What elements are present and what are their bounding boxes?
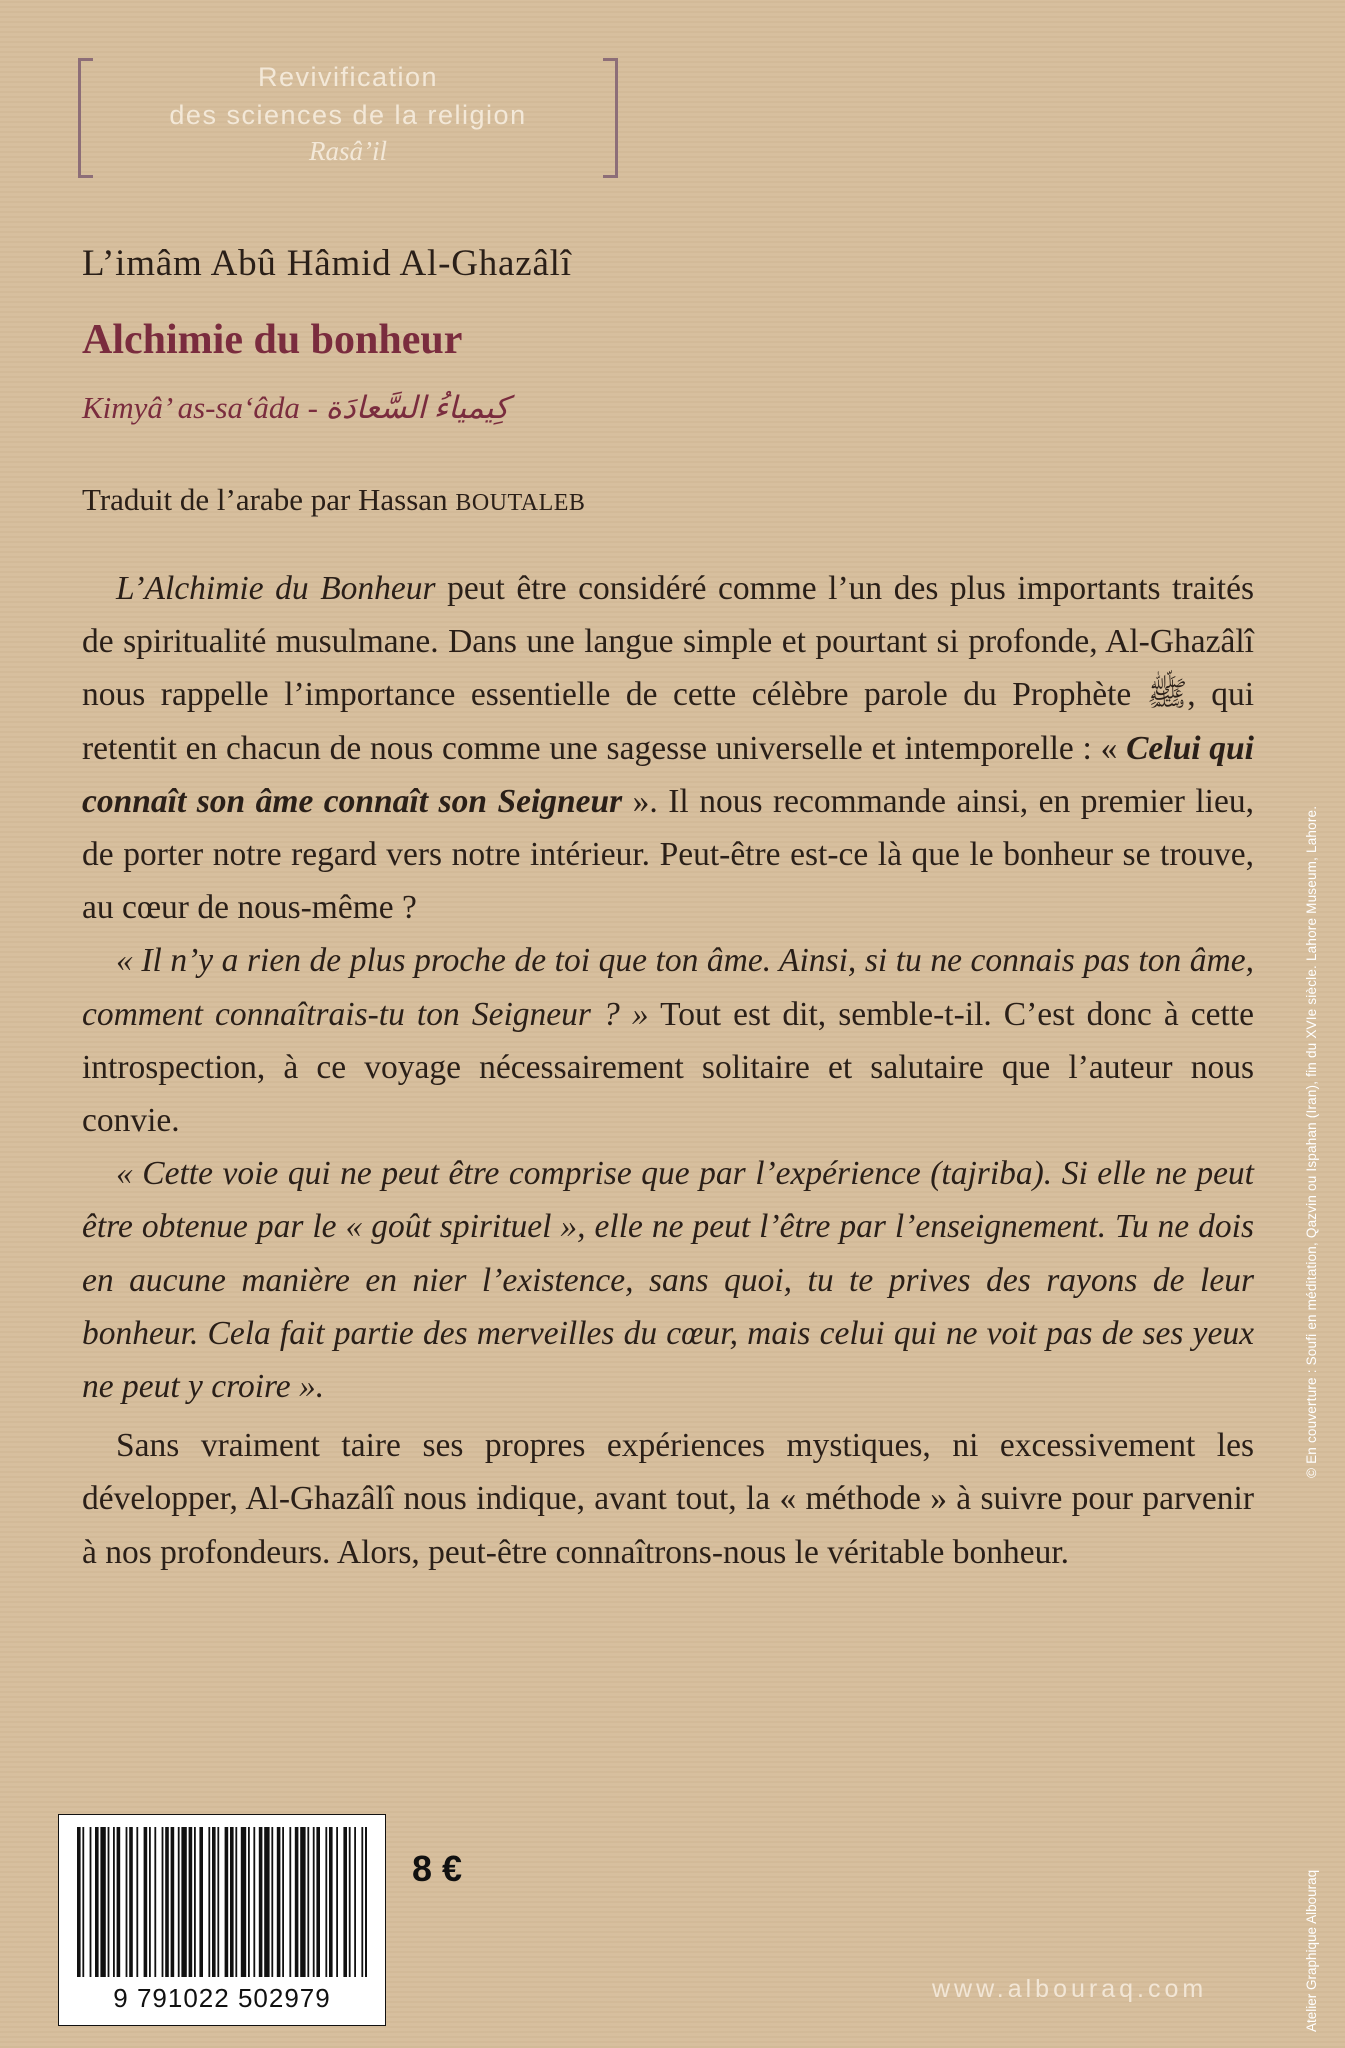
barcode-bar [259,1827,263,1977]
barcode-bar [329,1827,333,1977]
paragraph-3: « Cette voie qui ne peut être comprise que par l’expérience (tajriba). Si elle ne peut être obtenue par le « goût spirituel », elle ne peut l’être par l’enseignement. Tu ne dois en aucune manière en nier l’existence, sans quoi, tu te prives des rayons de leur bonheur. Cela fait partie des merveilles du cœur, mais celui qui ne voit pas de ses yeux ne peut y croire ». [82,1155,1254,1406]
key-quote: Celui qui connaît son âme connaît son Seigneur [82,729,1254,820]
paragraph-2 [82,934,1254,1147]
barcode-bar [277,1827,281,1977]
barcode-bar [235,1827,237,1977]
barcode-bar [162,1827,164,1977]
barcode-bar [264,1827,269,1977]
barcode-bar [225,1827,229,1977]
paragraph-2-quote: « Il n’y a rien de plus proche de toi que ton âme. Ainsi, si tu ne connais pas ton âme, comment connaîtrais-tu ton Seigneur ? » [82,942,1254,1033]
barcode-bar [336,1827,338,1977]
translator-surname: BOUTALEB [455,490,586,516]
book-subtitle: Kimyâ’ as-sa‘âda - كِيمياءُ السَّعادَة [82,390,509,425]
cover-credit: © En couverture : Soufi en méditation, Qazvin ou Ispahan (Iran), fin du XVIe siècle. Lahore Museum, Lahore. [1304,805,1319,1478]
barcode-bar [181,1827,186,1977]
paragraph-1-text-b: ». Il nous recommande ainsi, en premier lieu, de porter notre regard vers notre intérieur. Peut-être est-ce là que le bonheur se trouve, au cœur de nous-même ? [82,782,1254,927]
barcode-bar [129,1827,133,1977]
barcode-bars [77,1827,367,1977]
blurb-text [82,562,1254,1579]
isbn-number: 9 791022 502979 [113,1983,331,2013]
barcode-bar [90,1827,92,1977]
isbn-barcode [58,1814,386,2026]
price-label: 8 € [412,1848,463,1889]
barcode-bar [108,1827,110,1977]
barcode-bar [248,1827,250,1977]
paragraph-1 [82,562,1254,934]
barcode-bar [144,1827,148,1977]
publisher-website: www.albouraq.com [932,1975,1208,2003]
barcode-bar [349,1827,351,1977]
barcode-bar [343,1827,347,1977]
barcode-bar [149,1827,151,1977]
barcode-bar [126,1827,128,1977]
series-label [78,58,618,172]
barcode-bar [136,1827,138,1977]
barcode-bar [154,1827,156,1977]
barcode-bar [316,1827,320,1977]
barcode-bar [307,1827,309,1977]
barcode-bar [313,1827,315,1977]
barcode-bar [194,1827,196,1977]
barcode-bar [82,1827,84,1977]
design-credit: Atelier Graphique Albouraq [1304,1869,1319,2032]
barcode-bar [282,1827,284,1977]
translator-credit [82,482,585,518]
barcode-bar [189,1827,193,1977]
translator-prefix: Traduit de l’arabe par Hassan [82,482,456,517]
series-line-2: des sciences de la religion [169,100,527,130]
series-line-3: Rasâ’il [309,136,387,166]
barcode-bar [165,1827,169,1977]
barcode-bar [212,1827,216,1977]
series-line-1: Revivification [257,62,439,92]
barcode-bar [208,1827,210,1977]
book-title: Alchimie du bonheur [82,317,463,363]
barcode-bar [289,1827,291,1977]
barcode-bar [365,1827,367,1977]
barcode-bar [241,1827,246,1977]
barcode-bar [354,1827,356,1977]
barcode-bar [230,1827,234,1977]
barcode-bar [171,1827,175,1977]
barcode-bar [300,1827,305,1977]
barcode-bar [253,1827,255,1977]
barcode-bar [325,1827,327,1977]
paragraph-4: Sans vraiment taire ses propres expériences mystiques, ni excessivement les développer, Al-Ghazâlî nous indique, avant tout, la « méthode » à suivre pour parvenir à nos profondeurs. Alors, peut-être connaîtrons-nous le véritable bonheur. [82,1427,1254,1571]
paragraph-2-text: Tout est dit, semble-t-il. C’est donc à cette introspection, à ce voyage nécessairement solitaire et salutaire que l’auteur nous convie. [82,995,1254,1140]
barcode-bar [217,1827,219,1977]
barcode-bar [295,1827,299,1977]
barcode-bar [361,1827,363,1977]
barcode-bar [113,1827,115,1977]
book-title-inline: L’Alchimie du Bonheur [116,570,436,607]
barcode-bar [199,1827,203,1977]
paragraph-1-text-a: peut être considéré comme l’un des plus importants traités de spiritualité musulmane. Dans une langue simple et pourtant si profonde, Al-Ghazâlî nous rappelle l’importance essentielle de cette célèbre parole du Prophète ﷺ, qui retentit en chacun de nous comme une sagesse universelle et intemporelle : « [82,570,1254,767]
barcode-bar [95,1827,99,1977]
barcode-bar [117,1827,121,1977]
barcode-bar [77,1827,81,1977]
barcode-bar [271,1827,273,1977]
author-name: L’imâm Abû Hâmid Al-Ghazâlî [82,243,572,284]
barcode-bar [100,1827,105,1977]
barcode-bar [178,1827,180,1977]
